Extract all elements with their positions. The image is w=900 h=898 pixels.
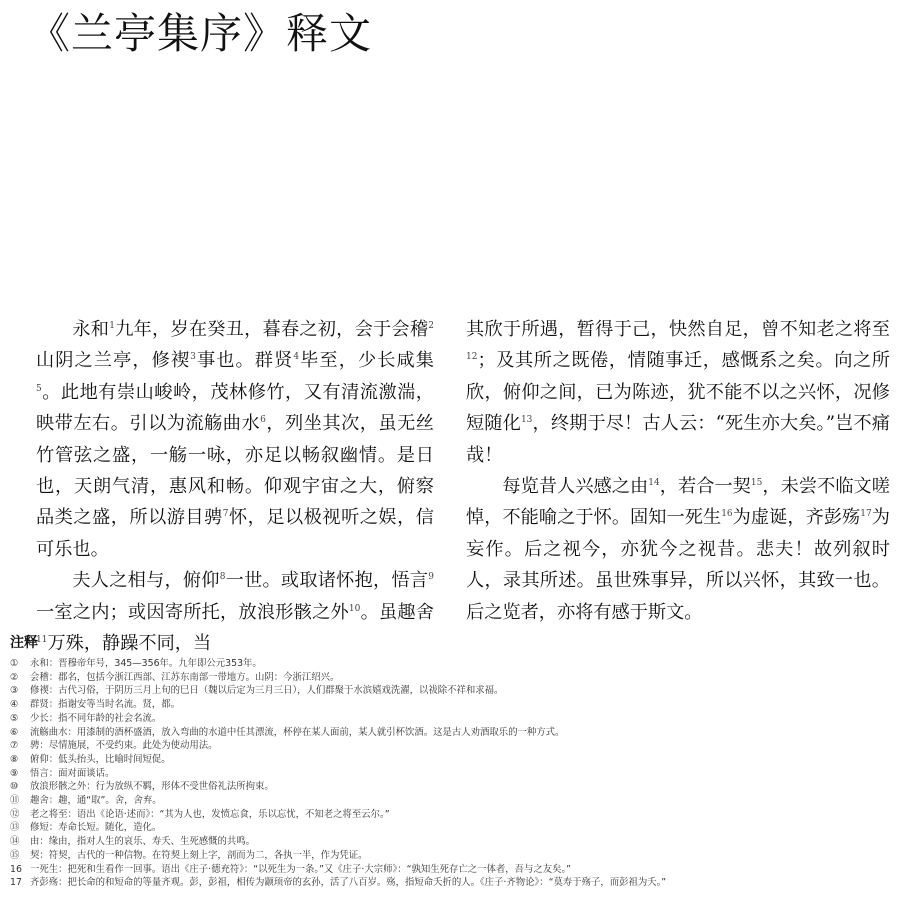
- paragraph-text: 永和: [72, 319, 110, 340]
- footnote-marker[interactable]: 2: [428, 321, 434, 331]
- note-text: 放浪形骸之外：行为放纵不羁，形体不受世俗礼法所拘束。: [30, 781, 274, 793]
- note-number: ⑬: [10, 822, 20, 834]
- paragraph-text: 毕至，少长咸集: [299, 350, 434, 372]
- paragraph: [36, 314, 434, 565]
- note-number: ②: [10, 671, 19, 683]
- note-item: [10, 794, 890, 808]
- note-text: 流觞曲水：用漆制的酒杯盛酒，放入弯曲的水道中任其漂流，杯停在某人面前，某人就引杯饮酒。这是古人劝酒取乐的一种方式。: [30, 726, 565, 738]
- paragraph-text: 一世。或取诸怀抱，悟言: [225, 570, 429, 592]
- note-item: [10, 849, 890, 863]
- paragraph-text: 夫人之相与，俯仰: [72, 570, 220, 592]
- note-number: ⑭: [10, 836, 20, 848]
- note-text: 老之将至：语出《论语·述而》：“其为人也，发愤忘食，乐以忘忧，不知老之将至云尔。”: [30, 808, 390, 820]
- note-text: 齐彭殇：把长命的和短命的等量齐观。彭，彭祖，相传为颛顼帝的玄孙，活了八百岁。殇，指短命夭折的人。《庄子·齐物论》：“莫寿于殇子，而彭祖为夭。”: [30, 877, 667, 889]
- note-number: ⑨: [10, 767, 19, 779]
- footnote-marker[interactable]: 9: [428, 572, 434, 583]
- paragraph-text: ，列坐其次，虽无丝竹管弦之盛，一觞一咏，亦足以畅叙幽情。是日也，天朗气清，惠风和畅。仰观宇宙之大，俯察品类之盛，所以游目骋: [36, 413, 434, 529]
- footnote-marker[interactable]: 15: [750, 478, 763, 489]
- note-number: ①: [10, 658, 19, 669]
- footnote-marker[interactable]: 5: [36, 383, 42, 394]
- note-text: 修短：寿命长短。随化，造化。: [30, 822, 162, 834]
- note-text: 少长：指不同年龄的社会名流。: [30, 712, 162, 724]
- paragraph-text: 九年，岁在癸丑，暮春之初，会于会稽: [114, 319, 429, 340]
- note-text: 会稽：郡名，包括今浙江西部、江苏东南部一带地方。山阴：今浙江绍兴。: [30, 671, 340, 683]
- note-text: 永和：晋穆帝年号，345—356年。九年即公元353年。: [30, 658, 262, 669]
- notes-heading: 注释: [10, 635, 38, 651]
- paragraph-text: 怀，足以极视听之娱，信可乐也。: [36, 507, 434, 560]
- footnote-marker[interactable]: 4: [293, 352, 300, 363]
- paragraph: [466, 471, 890, 628]
- note-item: [10, 739, 890, 753]
- paragraph-text: ，若合一契: [659, 476, 751, 498]
- note-number: ⑦: [10, 740, 19, 752]
- note-number: ③: [10, 685, 19, 697]
- footnote-marker[interactable]: 17: [860, 509, 872, 520]
- notes-list: [10, 657, 890, 890]
- note-text: 契：符契，古代的一种信物。在符契上刻上字，剖而为二，各执一半，作为凭证。: [30, 849, 368, 861]
- note-item: [10, 835, 890, 849]
- footnote-marker[interactable]: 14: [648, 478, 660, 489]
- note-number: ⑮: [10, 849, 20, 861]
- note-item: [10, 657, 890, 671]
- note-text: 由：缘由，指对人生的哀乐、寿夭、生死感慨的共鸣。: [30, 836, 256, 848]
- footnote-marker[interactable]: 12: [466, 352, 478, 363]
- footnote-marker[interactable]: 1: [109, 321, 115, 331]
- note-item: [10, 698, 890, 712]
- page-title: 《兰亭集序》释文: [28, 9, 373, 58]
- note-item: [10, 684, 890, 698]
- footnote-marker[interactable]: 6: [260, 415, 266, 426]
- paragraph-text: 一室之内；或因寄所托，放浪形骸之外: [36, 601, 349, 623]
- note-item: [10, 821, 890, 835]
- note-text: 骋：尽情施展，不受约束。此处为使动用法。: [30, 740, 218, 752]
- footnote-marker[interactable]: 16: [721, 509, 733, 520]
- note-text: 俯仰：低头抬头，比喻时间短促。: [30, 753, 171, 765]
- note-item: [10, 767, 890, 781]
- note-number: ⑤: [10, 712, 19, 724]
- note-number: 17: [10, 877, 22, 889]
- paragraph-text: 山阴之兰亭，修禊: [36, 350, 191, 372]
- paragraph-text: ；及其所之既倦，情随事迁，感慨系之矣。向之所欣，俯仰之间，已为陈迹，犹不能不以之兴怀，况修短随化: [466, 350, 890, 435]
- note-item: [10, 671, 890, 685]
- note-number: ⑧: [10, 753, 19, 765]
- note-item: [10, 753, 890, 767]
- paragraph-text: 每览昔人兴感之由: [502, 476, 649, 498]
- note-text: 趣舍：趣，通“取”。舍，舍弃。: [30, 795, 162, 807]
- note-item: [10, 780, 890, 794]
- note-item: [10, 808, 890, 822]
- note-item: [10, 863, 890, 877]
- note-number: ⑫: [10, 808, 20, 820]
- footnote-marker[interactable]: 7: [222, 509, 229, 520]
- text-column-right: [466, 314, 890, 628]
- footnote-marker[interactable]: 8: [219, 572, 226, 583]
- note-number: 16: [10, 863, 22, 875]
- paragraph-text: 其欣于所遇，暂得于己，快然自足，曾不知老之将至: [466, 319, 890, 340]
- paragraph-text: ，未尝不临文嗟悼，不能喻之于怀。固知一死生: [466, 476, 890, 529]
- paragraph-text: 为妄作。后之视今，亦犹今之视昔。悲夫！故列叙时人，录其所述。虽世殊事异，所以兴怀，其致一也。后之览者，亦将有感于斯文。: [466, 507, 890, 623]
- footnote-marker[interactable]: 11: [36, 635, 48, 646]
- note-number: ⑪: [10, 795, 20, 807]
- note-item: [10, 712, 890, 726]
- paragraph-text: 为虚诞，齐彭殇: [732, 507, 861, 529]
- note-text: 悟言：面对面谈话。: [30, 767, 115, 779]
- note-item: [10, 726, 890, 740]
- paragraph-text: 事也。群贤: [195, 350, 294, 372]
- note-text: 群贤：指谢安等当时名流。贤，都。: [30, 699, 181, 711]
- paragraph: [466, 314, 890, 471]
- note-text: 一死生：把死和生看作一回事。语出《庄子·德充符》：“以死生为一条。”又《庄子·大宗师》：“孰知生死存亡之一体者，吾与之友矣。”: [30, 863, 571, 875]
- footnote-marker[interactable]: 3: [190, 352, 196, 363]
- note-text: 修禊：古代习俗，于阴历三月上旬的巳日（魏以后定为三月三日），人们群聚于水滨嬉戏洗濯，以祓除不祥和求福。: [30, 685, 504, 697]
- paragraph-text: 。此地有崇山峻岭，茂林修竹，又有清流激湍，映带左右。引以为流觞曲水: [36, 381, 434, 435]
- footnote-marker[interactable]: 10: [348, 603, 361, 614]
- paragraph-text: ，终期于尽！古人云：“死生亦大矣。”岂不痛哉！: [466, 413, 890, 466]
- note-number: ⑩: [10, 781, 19, 793]
- paragraph-text: 万殊，静躁不同，当: [47, 633, 212, 655]
- text-column-left: [36, 314, 434, 659]
- paragraph: [36, 565, 434, 659]
- footnote-marker[interactable]: 13: [520, 415, 533, 426]
- note-item: [10, 876, 890, 890]
- note-number: ⑥: [10, 726, 19, 738]
- note-number: ④: [10, 699, 19, 711]
- paragraph-text: 。虽趣舍: [360, 601, 434, 623]
